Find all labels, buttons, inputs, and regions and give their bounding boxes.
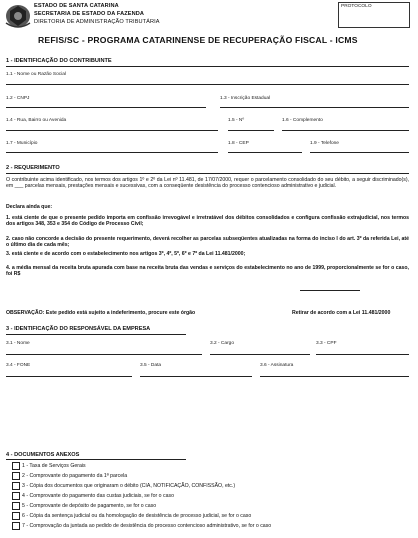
phone-label: 1.9 - Telefone xyxy=(310,141,339,146)
resp-role-label: 3.2 - Cargo xyxy=(210,341,234,346)
declaration-2: 2. caso não concorde a decisão do presente requerimento, deverá recolher as parcelas subseqüentes atualizadas na forma do inciso I do art. 3º da referida Lei, até o último dia de cada mês; xyxy=(6,236,409,249)
attachment-7: 7 - Comprovação da juntada ao pedido de desistência do processo contencioso administrativo, se for o caso xyxy=(22,523,272,529)
observation-text: OBSERVAÇÃO: Este pedido está sujeito a indeferimento, procure este órgão xyxy=(6,310,196,316)
cep-field[interactable] xyxy=(228,152,302,153)
attachment-4: 4 - Comprovante do pagamento das custas judiciais, se for o caso xyxy=(22,493,174,499)
cnpj-field[interactable] xyxy=(6,107,206,108)
city-label: 1.7 - Município xyxy=(6,141,38,146)
resp-role-field[interactable] xyxy=(210,354,310,355)
ie-field[interactable] xyxy=(220,107,409,108)
declara-label: Declara ainda que: xyxy=(6,204,53,210)
attachment-2: 2 - Comprovante do pagamento da 1ª parcela xyxy=(22,473,128,479)
attachment-checkbox-2[interactable] xyxy=(12,472,20,480)
resp-name-label: 3.1 - Nome xyxy=(6,341,30,346)
observation-right: Retirar de acordo com a Lei 11.481/2000 xyxy=(292,310,391,316)
header-state: ESTADO DE SANTA CATARINA xyxy=(34,3,119,9)
attachment-6: 6 - Cópia da sentença judicial ou da homologação de desistência de processo judicial, se for o caso xyxy=(22,513,252,519)
resp-sign-label: 3.6 - Assinatura xyxy=(260,363,294,368)
resp-date-label: 3.5 - Data xyxy=(140,363,162,368)
resp-date-field[interactable] xyxy=(140,376,252,377)
request-intro: O contribuinte acima identificado, nos termos dos artigos 1º e 2º da Lei nº 11.481, de 17/07/2000, requer o parcelamento consolidado do seu débito, a seguir discriminado(s), em ___ parcelas mensais, prestações mensais e sucessivas, com a conseqüente desistência do processo contencioso administrativo e judicial. xyxy=(6,177,409,190)
protocol-label: PROTOCOLO xyxy=(341,4,372,9)
name-label: 1.1 - Nome ou Razão Social xyxy=(6,72,66,77)
name-field[interactable] xyxy=(6,84,409,85)
coat-of-arms-icon xyxy=(4,3,32,29)
address-field[interactable] xyxy=(6,130,218,131)
complement-field[interactable] xyxy=(282,130,409,131)
declaration-3: 3. está ciente e de acordo com o estabelecimento nos artigos 3º, 4º, 5º, 6º e 7º da Lei 11.481/2000; xyxy=(6,251,246,257)
cep-label: 1.8 - CEP xyxy=(228,141,249,146)
attachment-checkbox-1[interactable] xyxy=(12,462,20,470)
revenue-field[interactable] xyxy=(300,290,360,291)
header-directorate: DIRETORIA DE ADMINISTRAÇÃO TRIBUTÁRIA xyxy=(34,19,160,25)
declaration-1: 1. está ciente de que o presente pedido importa em confissão irrevogável e irretratável dos débitos consolidados e configura confissão extrajudicial, nos termos dos artigos 348, 353 e 354 do Código de Processo Civil; xyxy=(6,215,409,228)
attachment-checkbox-6[interactable] xyxy=(12,512,20,520)
section-2-heading: 2 - REQUERIMENTO xyxy=(6,165,60,171)
city-field[interactable] xyxy=(6,152,218,153)
resp-cpf-label: 3.3 - CPF xyxy=(316,341,337,346)
resp-sign-field[interactable] xyxy=(260,376,409,377)
attachment-checkbox-4[interactable] xyxy=(12,492,20,500)
number-label: 1.5 - Nº xyxy=(228,118,245,123)
resp-name-field[interactable] xyxy=(6,354,202,355)
resp-phone-label: 3.4 - FONE xyxy=(6,363,31,368)
resp-phone-field[interactable] xyxy=(6,376,132,377)
cnpj-label: 1.2 - CNPJ xyxy=(6,96,30,101)
protocol-box xyxy=(338,2,410,28)
number-field[interactable] xyxy=(228,130,274,131)
ie-label: 1.3 - Inscrição Estadual xyxy=(220,96,271,101)
form-title: REFIS/SC - PROGRAMA CATARINENSE DE RECUPERAÇÃO FISCAL - ICMS xyxy=(38,35,358,45)
address-label: 1.4 - Rua, Bairro ou Avenida xyxy=(6,118,67,123)
header-secretariat: SECRETARIA DE ESTADO DA FAZENDA xyxy=(34,11,145,17)
complement-label: 1.6 - Complemento xyxy=(282,118,323,123)
declaration-4: 4. a média mensal da receita bruta apurada com base na receita bruta das vendas e serviços do estabelecimento no ano de 1999, proporcionalmente se for o caso, foi R$ xyxy=(6,265,409,278)
attachment-checkbox-5[interactable] xyxy=(12,502,20,510)
attachment-1: 1 - Taxa de Serviços Gerais xyxy=(22,463,86,469)
attachment-5: 5 - Comprovante de depósito de pagamento, se for o caso xyxy=(22,503,157,509)
section-4-heading: 4 - DOCUMENTOS ANEXOS xyxy=(6,452,80,458)
resp-cpf-field[interactable] xyxy=(316,354,409,355)
section-1-heading: 1 - IDENTIFICAÇÃO DO CONTRIBUINTE xyxy=(6,58,112,64)
section-3-heading: 3 - IDENTIFICAÇÃO DO RESPONSÁVEL DA EMPRESA xyxy=(6,326,151,332)
phone-field[interactable] xyxy=(310,152,409,153)
attachment-checkbox-7[interactable] xyxy=(12,522,20,530)
attachment-checkbox-3[interactable] xyxy=(12,482,20,490)
attachment-3: 3 - Cópia dos documentos que originaram o débito (CIA, NOTIFICAÇÃO, CONFISSÃO, etc.) xyxy=(22,483,236,489)
